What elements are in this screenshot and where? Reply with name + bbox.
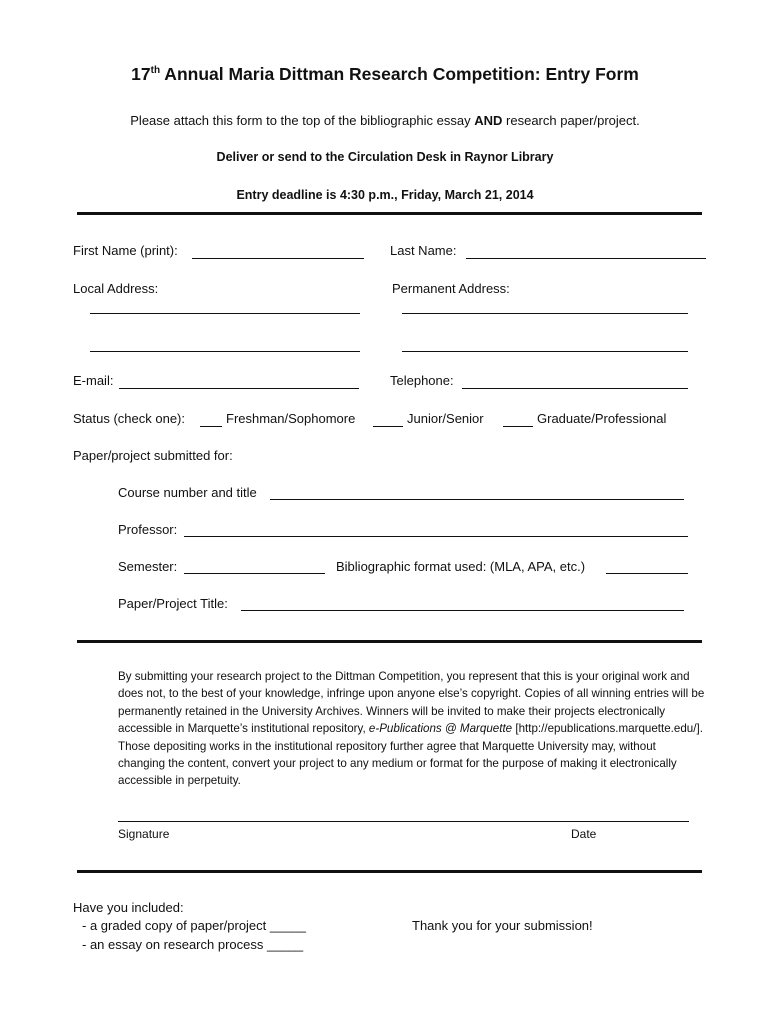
semester-field[interactable] xyxy=(184,573,325,574)
page-title: 17th Annual Maria Dittman Research Competition: Entry Form xyxy=(131,64,639,84)
footer-divider xyxy=(77,870,702,873)
last-name-field[interactable] xyxy=(466,258,706,259)
checklist-heading: Have you included: xyxy=(73,900,184,915)
local-address-field-1[interactable] xyxy=(90,313,360,314)
thank-you-message: Thank you for your submission! xyxy=(412,918,593,933)
permanent-address-field-2[interactable] xyxy=(402,351,688,352)
signature-line[interactable] xyxy=(118,821,689,822)
delivery-instruction: Deliver or send to the Circulation Desk in Raynor Library xyxy=(216,150,554,164)
format-label: Bibliographic format used: (MLA, APA, etc.) xyxy=(336,559,586,574)
local-address-field-2[interactable] xyxy=(90,351,360,352)
permanent-address-field-1[interactable] xyxy=(402,313,688,314)
semester-label: Semester: xyxy=(118,559,178,574)
status-label: Status (check one): xyxy=(73,411,185,426)
checklist-item-graded-copy: - a graded copy of paper/project _____ xyxy=(82,918,307,933)
status-check-freshman[interactable] xyxy=(200,426,222,427)
professor-label: Professor: xyxy=(118,522,178,537)
attach-instruction: Please attach this form to the top of the bibliographic essay AND research paper/project. xyxy=(130,113,640,128)
status-option-graduate: Graduate/Professional xyxy=(537,411,667,426)
status-option-junior: Junior/Senior xyxy=(407,411,484,426)
format-field[interactable] xyxy=(606,573,688,574)
copyright-statement: By submitting your research project to the Dittman Competition, you represent that this is your original work and does not, to the best of your knowledge, infringe upon anyone else’s copyright. Copies of all winning entries will be permanently retained in the University Archives. Winners will be invited to make their projects electronically accessible in Marquette’s institutional repository, e-Publications @ Marquette [http://epublications.marquette.edu/]. Those depositing works in the institutional repository further agree that Marquette University may, without changing the content, convert your project to any medium or format for the purpose of making it electronically accessible in perpetuity. xyxy=(118,670,705,788)
entry-deadline: Entry deadline is 4:30 p.m., Friday, March 21, 2014 xyxy=(236,188,534,202)
status-check-junior[interactable] xyxy=(373,426,403,427)
paper-heading: Paper/project submitted for: xyxy=(73,448,233,463)
professor-field[interactable] xyxy=(184,536,688,537)
status-option-freshman: Freshman/Sophomore xyxy=(226,411,356,426)
status-check-graduate[interactable] xyxy=(503,426,533,427)
email-field[interactable] xyxy=(119,388,359,389)
section-divider xyxy=(77,640,702,643)
email-label: E-mail: xyxy=(73,373,114,388)
checklist-item-essay: - an essay on research process _____ xyxy=(82,937,304,952)
telephone-label: Telephone: xyxy=(390,373,454,388)
course-label: Course number and title xyxy=(118,485,257,500)
course-field[interactable] xyxy=(270,499,684,500)
last-name-label: Last Name: xyxy=(390,243,457,258)
paper-title-label: Paper/Project Title: xyxy=(118,596,228,611)
first-name-field[interactable] xyxy=(192,258,364,259)
telephone-field[interactable] xyxy=(462,388,688,389)
signature-label: Signature xyxy=(118,827,170,841)
permanent-address-label: Permanent Address: xyxy=(392,281,510,296)
paper-title-field[interactable] xyxy=(241,610,684,611)
header-divider xyxy=(77,212,702,215)
local-address-label: Local Address: xyxy=(73,281,159,296)
date-label: Date xyxy=(571,827,597,841)
first-name-label: First Name (print): xyxy=(73,243,178,258)
